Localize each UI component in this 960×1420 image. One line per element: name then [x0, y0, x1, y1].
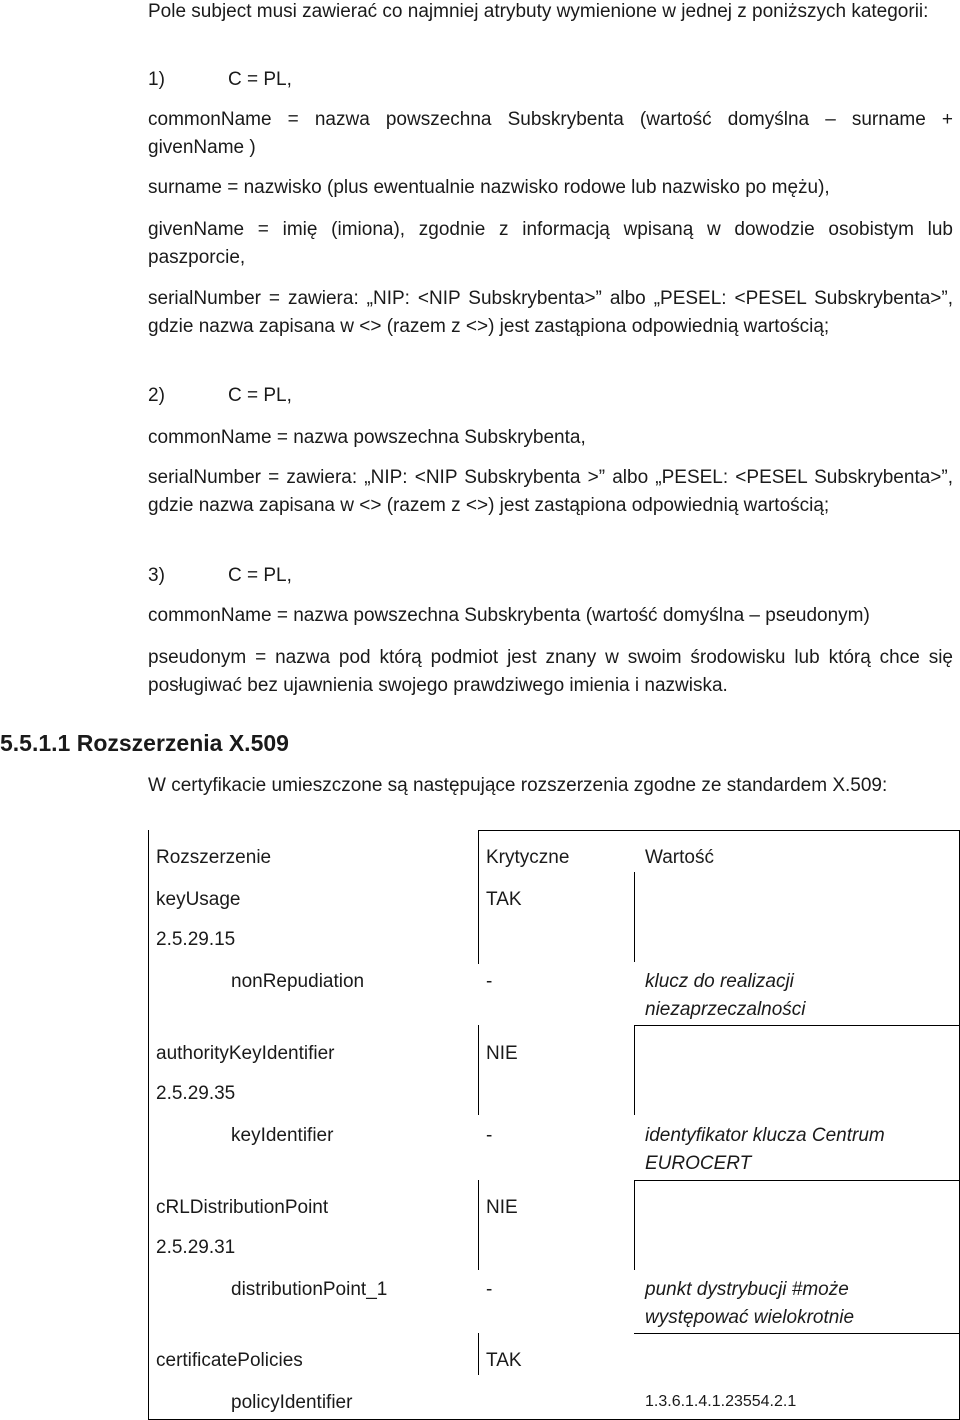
table-divider-col3-c [634, 1180, 635, 1270]
category-2-commonname: commonName = nazwa powszechna Subskrybenta, [148, 427, 586, 448]
extensions-table [148, 830, 960, 1420]
category-1-serialnumber: serialNumber = zawiera: „NIP: <NIP Subskrybenta>” albo „PESEL: <PESEL Subskrybenta>”, gdzie nazwa zapisana w <> (razem z <>) jest zastąpiona odpowiednią wartością; [148, 288, 953, 337]
authoritykeyidentifier-name: authorityKeyIdentifier [156, 1043, 335, 1064]
category-2-header [148, 382, 953, 410]
section-heading: 5.5.1.1 Rozszerzenia X.509 [0, 730, 289, 756]
authoritykeyidentifier-critical: NIE [486, 1043, 518, 1064]
crldistributionpoint-name: cRLDistributionPoint [156, 1197, 329, 1218]
policyidentifier-value: 1.3.6.1.4.1.23554.2.1 [645, 1393, 797, 1410]
keyidentifier-value: identyfikator klucza Centrum EUROCERT [645, 1125, 885, 1174]
category-3-pseudonym: pseudonym = nazwa pod którą podmiot jest znany w swoim środowisku lub którą chce się posługiwać bez ujawnienia swojego prawdziwego imienia i nazwiska. [148, 647, 953, 696]
crldistributionpoint-critical: NIE [486, 1197, 518, 1218]
header-value: Wartość [645, 847, 714, 868]
distributionpoint-critical: - [486, 1279, 493, 1300]
category-2-country: C = PL, [228, 385, 292, 406]
crldistributionpoint-oid: 2.5.29.31 [156, 1237, 236, 1258]
category-1-country: C = PL, [228, 69, 292, 90]
policyidentifier-name: policyIdentifier [231, 1392, 353, 1413]
distributionpoint-name: distributionPoint_1 [231, 1279, 388, 1300]
table-border-left [148, 830, 149, 1420]
header-extension: Rozszerzenie [156, 847, 272, 868]
keyusage-oid: 2.5.29.15 [156, 929, 236, 950]
category-3-commonname: commonName = nazwa powszechna Subskrybenta (wartość domyślna – pseudonym) [148, 605, 870, 626]
distributionpoint-value: punkt dystrybucji #może występować wielokrotnie [645, 1279, 855, 1328]
category-1-surname: surname = nazwisko (plus ewentualnie nazwisko rodowe lub nazwisko po mężu), [148, 177, 830, 198]
category-1-commonname: commonName = nazwa powszechna Subskrybenta (wartość domyślna – surname + givenName ) [148, 109, 953, 158]
authoritykeyidentifier-oid: 2.5.29.35 [156, 1083, 236, 1104]
keyidentifier-name: keyIdentifier [231, 1125, 334, 1146]
certificatepolicies-name: certificatePolicies [156, 1350, 303, 1371]
table-border-top [478, 830, 960, 831]
category-2-number: 2) [148, 385, 165, 406]
category-1-number: 1) [148, 69, 165, 90]
table-row-line-1 [634, 1025, 960, 1026]
keyusage-critical: TAK [486, 889, 522, 910]
keyidentifier-critical: - [486, 1125, 493, 1146]
nonrepudiation-value: klucz do realizacji niezaprzeczalności [645, 971, 806, 1020]
intro-paragraph: Pole subject musi zawierać co najmniej atrybuty wymienione w jednej z poniższych kategorii: [148, 1, 929, 22]
category-3-header [148, 562, 953, 590]
category-3-country: C = PL, [228, 565, 292, 586]
table-divider-col2 [478, 830, 479, 964]
table-row-line-2 [634, 1180, 960, 1181]
table-divider-col2-c [478, 1180, 479, 1270]
table-divider-col2-b [478, 1025, 479, 1115]
certificatepolicies-critical: TAK [486, 1350, 522, 1371]
category-3-number: 3) [148, 565, 165, 586]
header-critical: Krytyczne [486, 847, 570, 868]
table-divider-col3-b [634, 1025, 635, 1115]
table-row-line-3 [634, 1333, 960, 1334]
section-intro: W certyfikacie umieszczone są następujące rozszerzenia zgodne ze standardem X.509: [148, 775, 888, 796]
category-1-givenname: givenName = imię (imiona), zgodnie z informacją wpisaną w dowodzie osobistym lub paszporcie, [148, 219, 953, 268]
nonrepudiation-name: nonRepudiation [231, 971, 365, 992]
category-1-header [148, 66, 953, 94]
keyusage-name: keyUsage [156, 889, 241, 910]
table-divider-col2-d [478, 1333, 479, 1375]
table-divider-col3 [634, 872, 635, 962]
category-2-serialnumber: serialNumber = zawiera: „NIP: <NIP Subskrybenta >” albo „PESEL: <PESEL Subskrybenta>”, gdzie nazwa zapisana w <> (razem z <>) jest zastąpiona odpowiednią wartością; [148, 467, 953, 516]
nonrepudiation-critical: - [486, 971, 493, 992]
